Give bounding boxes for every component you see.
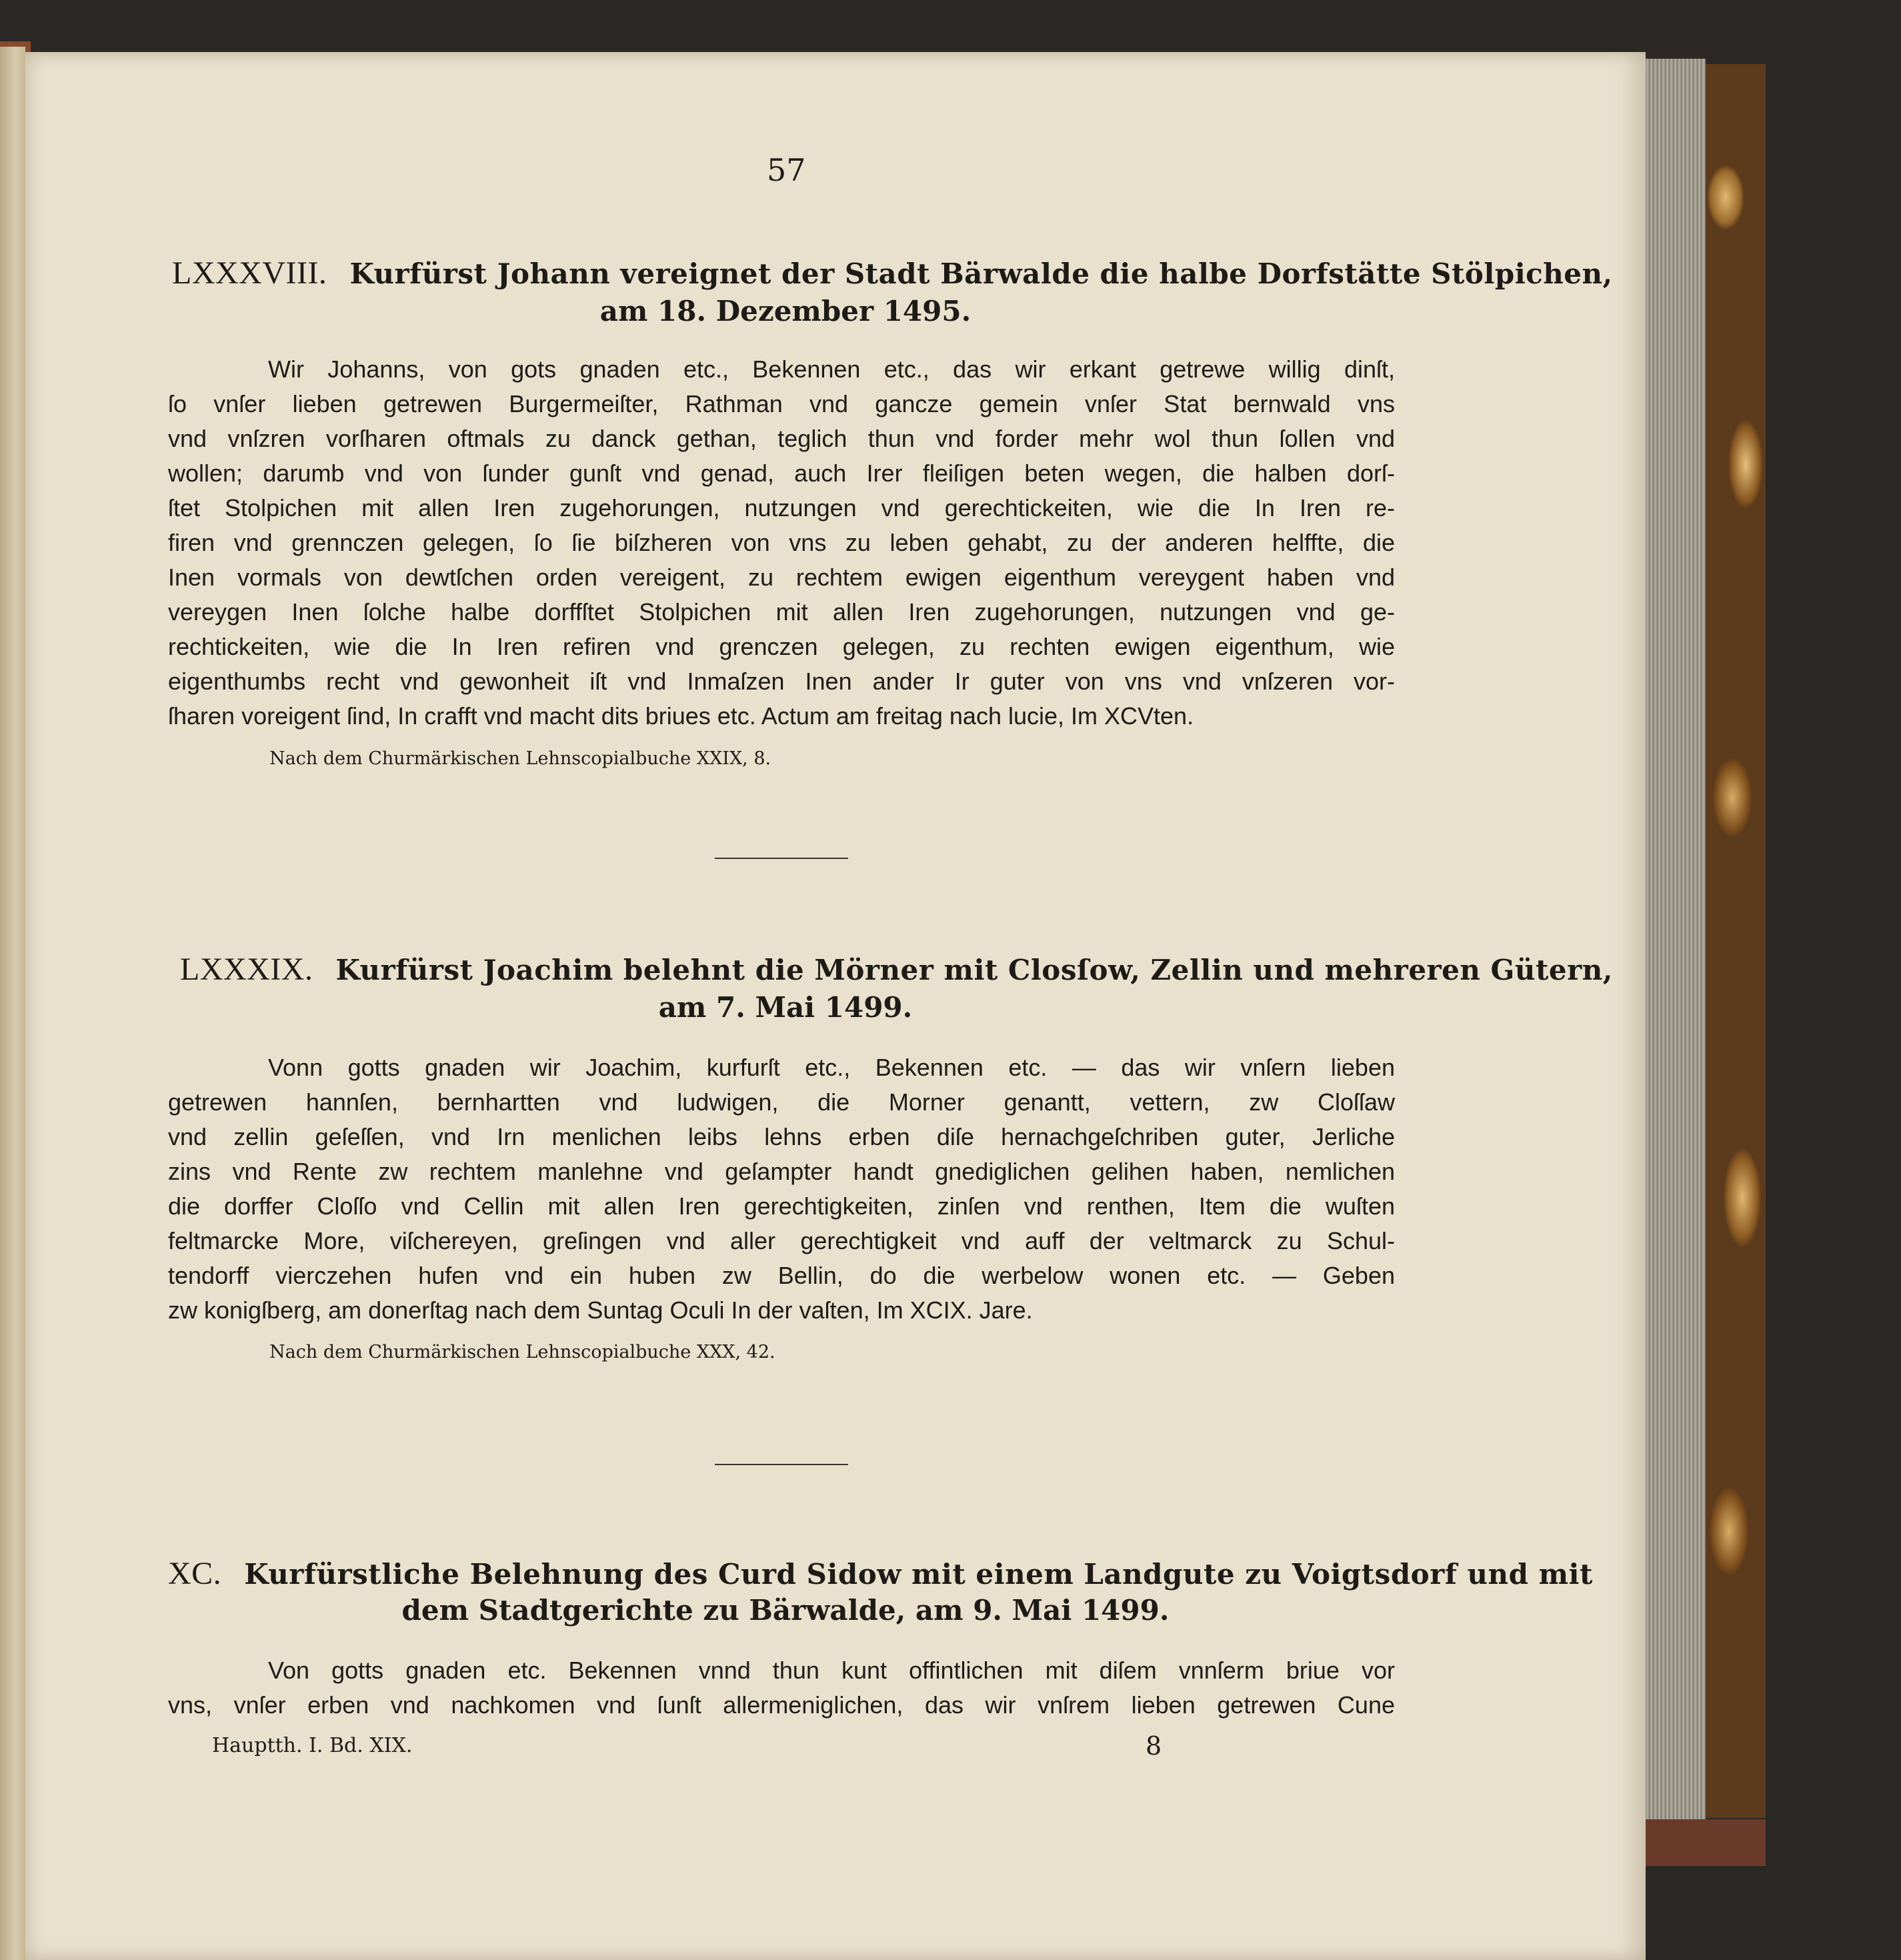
sheet-number: 8	[1146, 1731, 1162, 1761]
body-line: wollen; darumb vnd von ſunder gunſt vnd genad, auch Irer fleiſigen beten wegen, die halben dorſ-	[168, 459, 1395, 487]
section-title-line2: am 18. Dezember 1495.	[599, 295, 972, 327]
body-line: ſo vnſer lieben getrewen Burgermeiſter, Rathman vnd gancze gemein vnſer Stat bernwald vns	[168, 390, 1395, 417]
body-line: vnd vnſzren vorſharen oftmals zu danck gethan, teglich thun vnd forder mehr wol thun ſollen vnd	[168, 425, 1395, 452]
body-line: zw konigſberg, am donerſtag nach dem Suntag Oculi In der vaſten, Im XCIX. Jare.	[168, 1296, 1033, 1324]
body-line: Wir Johanns, von gots gnaden etc., Bekennen etc., das wir erkant getrewe willig dinſt,	[268, 355, 1395, 383]
section-number: XC.	[168, 1556, 222, 1591]
body-line: eigenthumbs recht vnd gewonheit iſt vnd Inmaſzen Inen ander Ir guter von vns vnd vnſzeren vor-	[168, 668, 1395, 695]
section-heading-90	[168, 1555, 1593, 1592]
body-line: vnd zellin geſeſſen, vnd Irn menlichen leibs lehns erben diſe hernachgeſchriben guter, Jerliche	[168, 1123, 1395, 1150]
body-line: Vonn gotts gnaden wir Joachim, kurfurſt etc., Bekennen etc. — das wir vnſern lieben	[268, 1054, 1395, 1081]
body-line: rechtickeiten, wie die In Iren refiren vnd grenczen gelegen, zu rechten ewigen eigenthum, wie	[168, 633, 1395, 660]
marbled-cover	[1706, 64, 1766, 1818]
body-line: ſtet Stolpichen mit allen Iren zugehorungen, nutzungen vnd gerechtickeiten, wie die In Iren re-	[168, 494, 1395, 522]
body-line: Inen vormals von dewtſchen orden vereigent, zu rechtem ewigen eigenthum vereygent haben vnd	[168, 564, 1395, 591]
section-divider	[715, 1464, 848, 1465]
section-heading-89	[180, 951, 1613, 988]
body-line: getrewen hannſen, bernhartten vnd ludwigen, die Morner genantt, vettern, zw Cloſſaw	[168, 1088, 1395, 1116]
body-line: die dorffer Cloſſo vnd Cellin mit allen Iren gerechtigkeiten, zinſen vnd renthen, Item die wuſten	[168, 1192, 1395, 1220]
section-number: LXXXVIII.	[172, 255, 327, 291]
body-line: firen vnd grennczen gelegen, ſo ſie biſzheren von vns zu leben gehabt, zu der anderen helffte, die	[168, 529, 1395, 556]
source-note: Nach dem Churmärkischen Lehnscopialbuche XXIX, 8.	[269, 748, 771, 769]
body-line: vns, vnſer erben vnd nachkomen vnd ſunſt allermeniglichen, das wir vnſrem lieben getrewen Cune	[168, 1691, 1395, 1719]
section-title-line1: Kurfürstliche Belehnung des Curd Sidow mit einem Landgute zu Voigtsdorf und mit	[244, 1558, 1593, 1591]
body-line: tendorff vierczehen hufen vnd ein huben zw Bellin, do die werbelow wonen etc. — Geben	[168, 1262, 1395, 1289]
section-divider	[715, 858, 848, 859]
section-title-line1: Kurfürst Joachim belehnt die Mörner mit Closſow, Zellin und mehreren Gütern,	[335, 954, 1613, 986]
section-title-line2: am 7. Mai 1499.	[658, 991, 913, 1024]
printer-signature: Hauptth. I. Bd. XIX.	[212, 1734, 413, 1757]
cover-corner	[1646, 1819, 1766, 1866]
section-heading-88	[172, 255, 1613, 291]
body-line: vereygen Inen ſolche halbe dorffſtet Stolpichen mit allen Iren zugehorungen, nutzungen vnd ge-	[168, 598, 1395, 626]
section-title-line2: dem Stadtgerichte zu Bärwalde, am 9. Mai 1499.	[401, 1594, 1170, 1627]
body-line: feltmarcke More, viſchereyen, greſingen vnd aller gerechtigkeit vnd auff der veltmarck zu Schul-	[168, 1227, 1395, 1254]
page-block-edge	[1646, 59, 1706, 1819]
section-number: LXXXIX.	[180, 952, 313, 987]
body-line: Von gotts gnaden etc. Bekennen vnnd thun kunt offintlichen mit diſem vnnſerm briue vor	[268, 1657, 1395, 1684]
body-line: ſharen voreigent ſind, In crafft vnd macht dits briues etc. Actum am freitag nach lucie, Im XCVten.	[168, 702, 1194, 730]
body-line: zins vnd Rente zw rechtem manlehne vnd geſampter handt gnediglichen gelihen haben, nemlichen	[168, 1158, 1395, 1185]
page-number: 57	[767, 152, 806, 188]
facing-page-edge	[0, 47, 25, 1960]
source-note: Nach dem Churmärkischen Lehnscopialbuche XXX, 42.	[269, 1342, 775, 1362]
section-title-line1: Kurfürst Johann vereignet der Stadt Bärwalde die halbe Dorfstätte Stölpichen,	[349, 257, 1613, 290]
